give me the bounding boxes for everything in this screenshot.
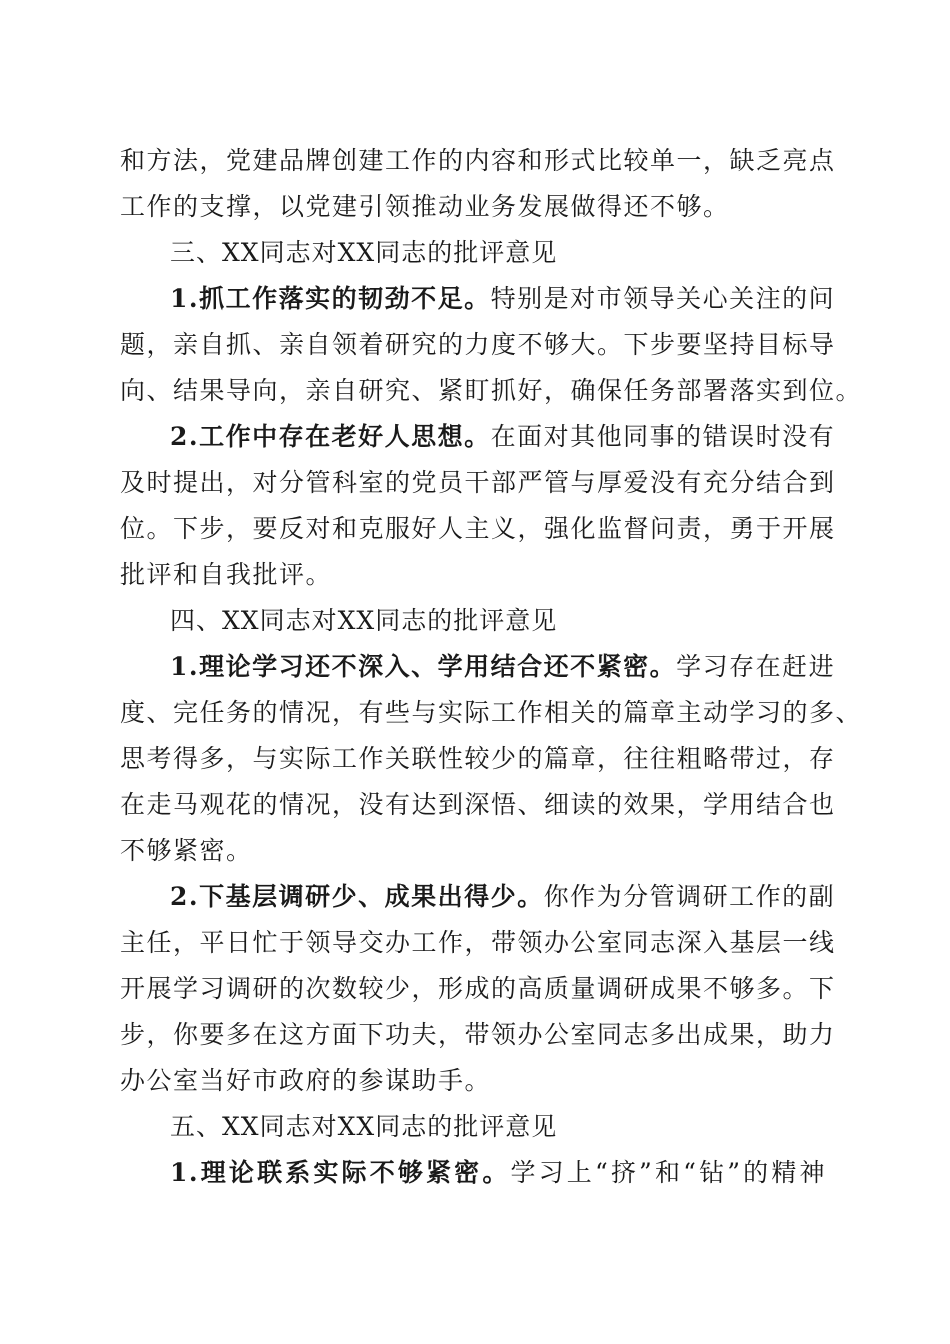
text-line: [120, 690, 950, 736]
line-text: 学习上“挤”和“钻”的精神: [510, 1158, 826, 1187]
point-title: 1.抓工作落实的韧劲不足。: [170, 284, 491, 313]
text-line: [120, 1058, 950, 1104]
text-line: [170, 1150, 826, 1196]
line-text: 步，你要多在这方面下功夫，带领办公室同志多出成果，助力: [120, 1020, 836, 1049]
line-text: 你作为分管调研工作的副: [543, 882, 836, 911]
line-text: 不够紧密。: [120, 836, 253, 865]
line-text: 特别是对市领导关心关注的问: [490, 284, 836, 313]
line-text: 及时提出，对分管科室的党员干部严管与厚爱没有充分结合到: [120, 468, 836, 497]
text-line: [170, 644, 836, 690]
text-line: [120, 736, 836, 782]
point-title: 2.工作中存在老好人思想。: [170, 422, 491, 451]
section-heading-5: [170, 1104, 950, 1150]
line-text: 和方法，党建品牌创建工作的内容和形式比较单一，缺乏亮点: [120, 146, 836, 175]
line-text: 度、完任务的情况，有些与实际工作相关的篇章主动学习的多、: [120, 698, 863, 727]
line-text: 在面对其他同事的错误时没有: [490, 422, 836, 451]
text-line: [120, 460, 836, 506]
point-title: 1.理论联系实际不够紧密。: [170, 1158, 511, 1187]
line-text: 主任，平日忙于领导交办工作，带领办公室同志深入基层一线: [120, 928, 836, 957]
line-text: 办公室当好市政府的参谋助手。: [120, 1066, 492, 1095]
section-heading-4: [170, 598, 950, 644]
text-line: [120, 322, 836, 368]
line-text: 开展学习调研的次数较少，形成的高质量调研成果不够多。下: [120, 974, 836, 1003]
line-text: 题，亲自抓、亲自领着研究的力度不够大。下步要坚持目标导: [120, 330, 836, 359]
text-line: [120, 966, 836, 1012]
section-heading-text: 四、XX同志对XX同志的批评意见: [170, 606, 558, 635]
text-line: [120, 920, 836, 966]
line-text: 批评和自我批评。: [120, 560, 333, 589]
line-text: 向、结果导向，亲自研究、紧盯抓好，确保任务部署落实到位。: [120, 376, 863, 405]
section-heading-3: [170, 230, 950, 276]
line-text: 在走马观花的情况，没有达到深悟、细读的效果，学用结合也: [120, 790, 836, 819]
line-text: 学习存在赶进: [676, 652, 836, 681]
text-line: [170, 414, 836, 460]
text-line: [120, 506, 836, 552]
section-heading-text: 三、XX同志对XX同志的批评意见: [170, 238, 558, 267]
text-line: [120, 1012, 836, 1058]
text-line: [120, 782, 836, 828]
line-text: 思考得多，与实际工作关联性较少的篇章，往往粗略带过，存: [120, 744, 836, 773]
text-line: [170, 276, 836, 322]
point-title: 2.下基层调研少、成果出得少。: [170, 882, 544, 911]
line-text: 工作的支撑，以党建引领推动业务发展做得还不够。: [120, 192, 730, 221]
text-line: [120, 138, 836, 184]
text-line: [120, 828, 950, 874]
text-line: [120, 184, 950, 230]
point-title: 1.理论学习还不深入、学用结合还不紧密。: [170, 652, 677, 681]
line-text: 位。下步，要反对和克服好人主义，强化监督问责，勇于开展: [120, 514, 836, 543]
section-heading-text: 五、XX同志对XX同志的批评意见: [170, 1112, 558, 1141]
text-line: [120, 552, 950, 598]
text-line: [170, 874, 836, 920]
text-line: [120, 368, 950, 414]
